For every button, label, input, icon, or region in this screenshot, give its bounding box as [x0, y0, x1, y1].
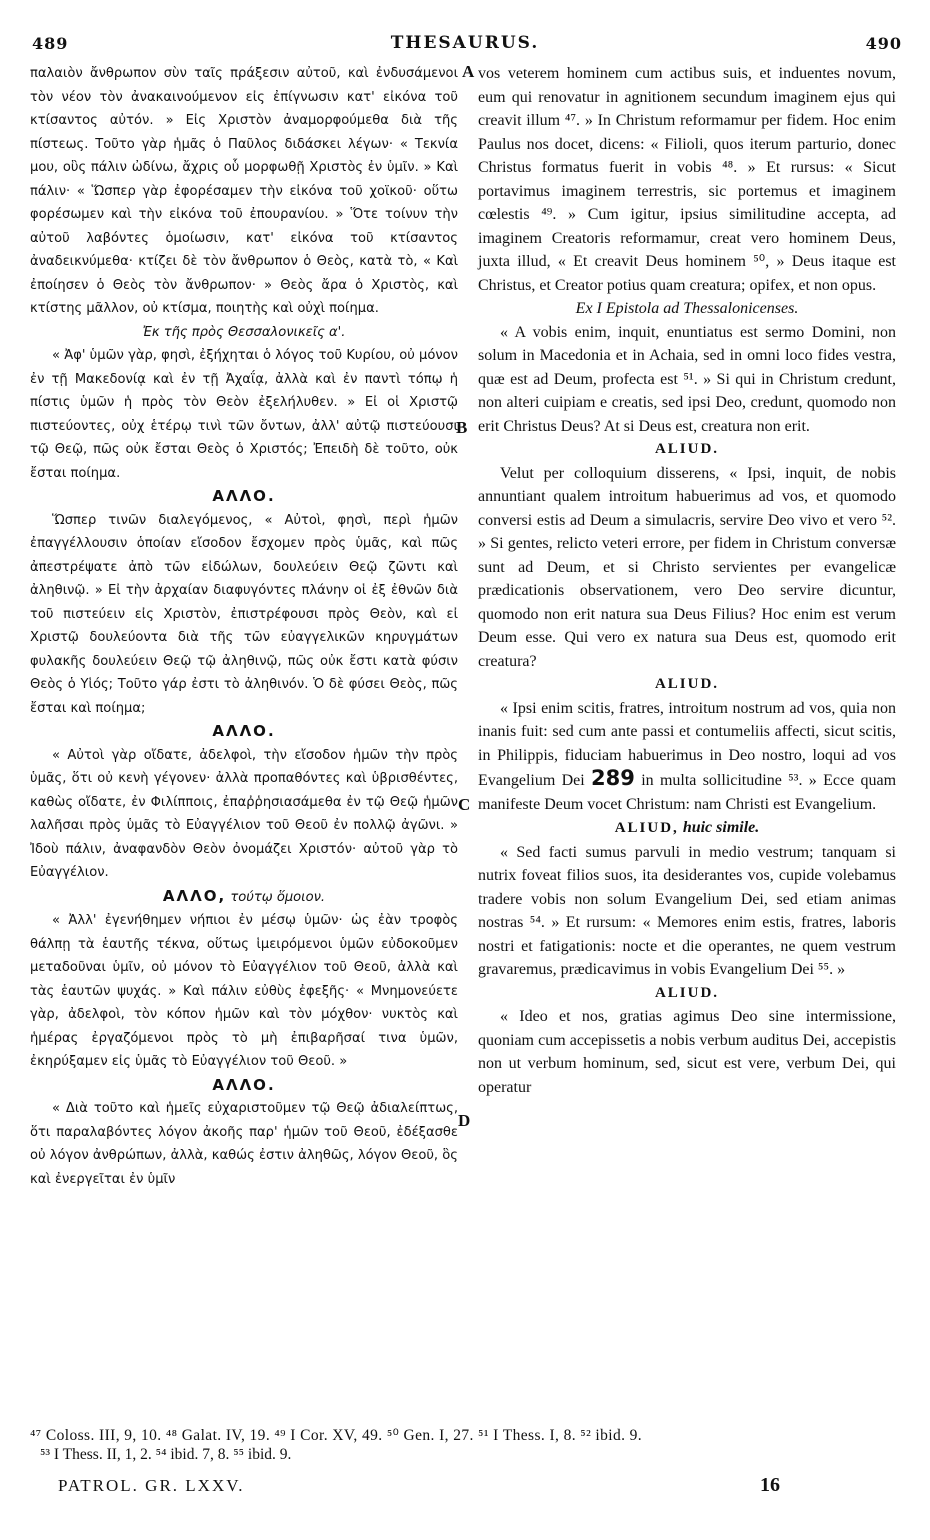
footnote-line: ⁵³ I Thess. II, 1, 2. ⁵⁴ ibid. 7, 8. ⁵⁵ ibid. 9.: [40, 1446, 292, 1463]
greek-paragraph: Ὥσπερ τινῶν διαλεγόμενος, « Αὐτοὶ, φησὶ, περὶ ἡμῶν ἐπαγγέλλουσιν ὁποίαν εἴσοδον ἔσχομεν πρὸς ὑμᾶς, καὶ πῶς ἀπεστρέψατε ἀπὸ τῶν εἰδώλων, δουλεύειν Θεῷ ζῶντι καὶ ἀληθινῷ. » Εἰ τὴν ἀρχαίαν διαφυγόντες πλάνην οἱ ἐξ ἐθνῶν διὰ τοῦ πιστεύειν εἰς Χριστὸν, ἐπιστρέφουσι πρὸς Θεὸν, καὶ εἰ Χριστῷ δουλεύοντα διὰ τῆς τῶν εὐαγγελικῶν κηρυγμάτων φυλακῆς δουλεύειν Θεῷ τῷ ἀληθινῷ, πῶς οὐκ ἔστι κατὰ φύσιν Θεὸς ὁ Υἱός; Τοῦτο γάρ ἐστι τὸ ἀληθινόν. Ὁ δὲ φύσει Θεὸς, πῶς ἔσται καὶ ποίημα;: [30, 512, 458, 716]
latin-section-heading: ALIUD.: [654, 441, 720, 457]
latin-text-run: in multa sollicitudine ⁵³. » Ecce quam manifeste Deum vocet Christum: nam Christi est Evangelium.: [478, 772, 897, 813]
latin-section-heading: [478, 816, 896, 841]
latin-paragraph: Velut per colloquium disserens, « Ipsi, inquit, de nobis annuntiant qualem introitum habuerimus ad vos, et quomodo conversi estis ad Deum a simulacris, servire Deo vivo et vero ⁵². » Si gentes, relicto veteri errore, per fidem in Christum conversæ sunt ad Deum, et si Christo servientes per evangelicæ prædicationis observationem, vero Deo servire dicuntur, quomodo non erit natura sua Deus Filius? Hoc enim est verum Deum esse. Qui vero ex natura sua Deus est, quomodo erit creatura?: [478, 464, 896, 670]
latin-heading-italic: huic simile.: [682, 819, 760, 836]
latin-paragraph: « Sed facti sumus parvuli in medio vestrum; tanquam si nutrix foveat filios suos, ita desiderantes vos, cupide volebamus tradere vobis non solum Evangelium Dei, sed etiam animas nostras ⁵⁴. » Et rursum: « Memores enim estis, fratres, laboris nostri et fatigationis: nocte et die operantes, ne quem vestrum gravaremus, prædicavimus in vobis Evangelium Dei ⁵⁵. »: [478, 843, 896, 978]
margin-marker-d: D: [458, 1111, 471, 1130]
signature-mark: PATROL. GR. LXXV.: [58, 1476, 245, 1495]
greek-paragraph: « Διὰ τοῦτο καὶ ἡμεῖς εὐχαριστοῦμεν τῷ Θεῷ ἀδιαλείπτως, ὅτι παραλαβόντες λόγον ἀκοῆς παρ' ἡμῶν τοῦ Θεοῦ, ἐδέξασθε οὐ λόγον ἀνθρώπων, ἀλλὰ, καθώς ἐστιν ἀληθῶς, λόγον Θεοῦ, ὃς καὶ ἐνεργεῖται ἐν ὑμῖν: [30, 1101, 458, 1187]
page-number-right: 490: [865, 34, 902, 53]
greek-paragraph: παλαιὸν ἄνθρωπον σὺν ταῖς πράξεσιν αὐτοῦ, καὶ ἐνδυσάμενοι τὸν νέον τὸν ἀνακαινούμενον εἰς ἐπίγνωσιν κατ' εἰκόνα τοῦ κτίσαντος αὐτόν. » Εἰς Χριστὸν ἀναμορφούμεθα διὰ τῆς πίστεως. Τοῦτο γὰρ ἡμᾶς ὁ Παῦλος διδάσκει λέγων· « Τεκνία μου, οὓς πάλιν ὠδίνω, ἄχρις οὗ μορφωθῇ Χριστὸς ἐν ὑμῖν. » Καὶ πάλιν· « Ὥσπερ γὰρ ἐφορέσαμεν τὴν εἰκόνα τοῦ χοϊκοῦ· οὕτω φορέσωμεν καὶ τὴν εἰκόνα τοῦ ἐπουρανίου. » Ὅτε τοίνυν τὴν αὐτοῦ λαβόντες ὁμοίωσιν, κατ' εἰκόνα τοῦ κτίσαντος ἀναδεικνύμεθα· κτίζει δὲ τὸν ἄνθρωπον ὁ Θεὸς, κατὰ τὸ, « Καὶ ἐποίησεν ὁ Θεὸς τὸν ἄνθρωπον· » Θεὸς ἄρα ὁ Χριστὸς, καὶ κτίστης μᾶλλον, οὐ κτίσμα, ποιητὴς καὶ οὐχὶ ποίημα.: [30, 66, 458, 316]
greek-heading-italic: τούτῳ ὅμοιον.: [230, 889, 326, 905]
latin-paragraph: vos veterem hominem cum actibus suis, et induentes novum, eum qui renovatur in agnitionem secundum imaginem ejus qui creavit illum ⁴⁷. » In Christum reformamur per fidem. Hoc enim Paulus nos docet, dicens: « Filioli, quos iterum parturio, donec Christus formatus fuerit in vobis ⁴⁸. » Et rursus: « Sicut portavimus imaginem terrestris, sic portemus et imaginem cœlestis ⁴⁹. » Cum igitur, ipsius similitudine accepta, ad imaginem Creatoris reformamur, creat vero hominem Deus, juxta illud, « Et creavit Deus hominem ⁵⁰, » Deus itaque est Christus, et Creator potius quam creatura; opifex, et non opus.: [478, 65, 896, 294]
greek-section-heading: [30, 885, 458, 910]
greek-section-heading: Ἐκ τῆς πρὸς Θεσσαλονικεῖς α'.: [142, 324, 346, 340]
greek-section-heading: ΑΛΛΟ.: [212, 1075, 276, 1094]
greek-paragraph: « Ἀφ' ὑμῶν γὰρ, φησὶ, ἐξήχηται ὁ λόγος τοῦ Κυρίου, οὐ μόνον ἐν τῇ Μακεδονίᾳ καὶ ἐν τῇ Ἀχαΐᾳ, ἀλλὰ καὶ ἐν παντὶ τόπῳ ἡ πίστις ὑμῶν ἡ πρὸς τὸν Θεὸν ἐξελήλυθεν. » Εἰ οἱ Χριστῷ πιστεύοντες, οὐχ ἑτέρῳ τινὶ τῶν ὄντων, ἀλλ' αὐτῷ πιστεύουσι τῷ Θεῷ, πῶς οὐκ ἔσται Θεὸς ὁ Χριστός; Ἐπειδὴ δὲ τοῦτο, οὐκ ἔσται ποίημα.: [30, 348, 458, 481]
running-title: THESAURUS.: [390, 33, 540, 53]
latin-paragraph: « A vobis enim, inquit, enuntiatus est sermo Domini, non solum in Macedonia et in Achaia, sed in omni loco fides vestra, quæ est ad Deum, profecta est ⁵¹. » Si qui in Christum credunt, non alteri cuipiam e creatis, sed ipsi Deo, credunt, quomodo non erit Christus Deus? At si Deus est, creatura non erit.: [478, 323, 896, 435]
latin-paragraph: « Ideo et nos, gratias agimus Deo sine intermissione, quoniam cum accepissetis a nobis verbum auditus Dei, accepistis non ut verbum hominum, sed, sicut est vere, verbum Dei, qui operatur: [478, 1008, 896, 1096]
greek-section-heading: ΑΛΛΟ.: [212, 487, 276, 505]
greek-section-heading: ΑΛΛΟ.: [212, 722, 276, 740]
margin-marker-c: C: [458, 795, 471, 814]
greek-column: [30, 62, 458, 1191]
latin-column: [478, 62, 896, 1099]
greek-heading-caps: ΑΛΛΟ,: [162, 886, 227, 905]
latin-heading-caps: ALIUD,: [614, 820, 679, 836]
latin-section-heading: Ex I Epistola ad Thessalonicenses.: [575, 300, 799, 317]
latin-section-heading: ALIUD.: [654, 676, 720, 692]
page-number-left: 489: [32, 34, 69, 53]
greek-paragraph: « Αὐτοὶ γὰρ οἴδατε, ἀδελφοὶ, τὴν εἴσοδον ἡμῶν τὴν πρὸς ὑμᾶς, ὅτι οὐ κενὴ γέγονεν· ἀλλὰ προπαθόντες καὶ ὑβρισθέντες, καθὼς οἴδατε, ἐν Φιλίπποις, ἐπαῤῥησιασάμεθα ἐν τῷ Θεῷ ἡμῶν λαλῆσαι πρὸς ὑμᾶς τὸ Εὐαγγέλιον τοῦ Θεοῦ ἐν πολλῷ ἀγῶνι. » Ἰδοὺ πάλιν, ἀναφανδὸν Θεὸν ὀνομάζει Χριστόν· αὐτοῦ γὰρ τὸ Εὐαγγέλιον.: [30, 747, 458, 880]
greek-paragraph: « Ἀλλ' ἐγενήθημεν νήπιοι ἐν μέσῳ ὑμῶν· ὡς ἐὰν τροφὸς θάλπῃ τὰ ἑαυτῆς τέκνα, οὕτως ἱμειρόμενοι ὑμῶν εὐδοκοῦμεν μεταδοῦναι ὑμῖν, οὐ μόνον τὸ Εὐαγγέλιον τοῦ Θεοῦ, ἀλλὰ καὶ τὰς ἑαυτῶν ψυχάς. » Καὶ πάλιν εὐθὺς ἐφεξῆς· « Μνημονεύετε γὰρ, ἀδελφοὶ, τὸν κόπον ἡμῶν καὶ τὸν μόχθον· νυκτὸς καὶ ἡμέρας ἐργαζόμενοι πρὸς τὸ μὴ ἐπιβαρῆσαί τινα ὑμῶν, ἐκηρύξαμεν εἰς ὑμᾶς τὸ Εὐαγγέλιον τοῦ Θεοῦ. »: [30, 913, 458, 1069]
margin-marker-b: B: [456, 418, 468, 437]
column-number: 289: [591, 766, 635, 790]
margin-marker-a: A: [462, 62, 475, 81]
latin-section-heading: ALIUD.: [654, 984, 720, 1001]
latin-paragraph: [478, 697, 896, 817]
latin-text-run: « Ipsi enim scitis, fratres, introitum nostrum ad vos, quia non inanis fuit: sed cum ante passi et contumeliis affecti, sicut scitis, in Philippis, fiduciam habuerimus in Deo nostro, loqui ad vos Evangelium Dei: [478, 699, 896, 789]
footnote-line: ⁴⁷ Coloss. III, 9, 10. ⁴⁸ Galat. IV, 19. ⁴⁹ I Cor. XV, 49. ⁵⁰ Gen. I, 27. ⁵¹ I Thess. I, 8. ⁵² ibid. 9.: [30, 1427, 643, 1444]
gathering-number: 16: [760, 1474, 780, 1496]
